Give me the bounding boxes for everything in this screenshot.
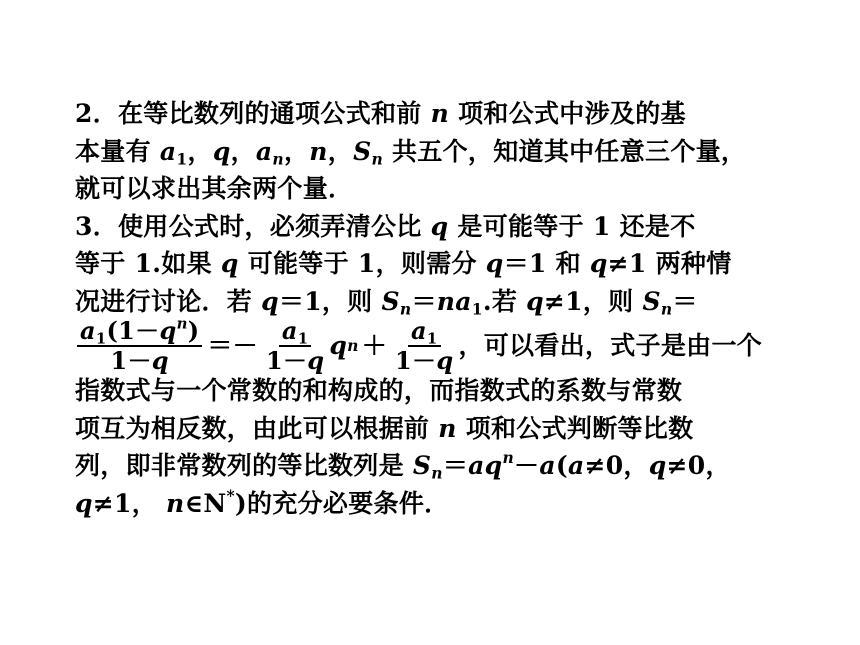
para3-line7 (75, 447, 775, 485)
text: ( (555, 451, 568, 480)
text: ∈N (184, 488, 227, 518)
fraction-3 (392, 317, 456, 375)
var-q: q (261, 286, 279, 316)
text: (1－ (106, 316, 160, 345)
comma: ， (283, 136, 310, 166)
text: ≠1，则 (543, 286, 643, 316)
var-aq: aq (468, 451, 503, 480)
fraction-3-numerator (408, 317, 441, 347)
text: 项互为相反数，由此可以根据前 (75, 413, 439, 443)
sub: 1 (297, 329, 309, 348)
sub: 1 (426, 329, 438, 348)
plus: ＋ (361, 331, 388, 361)
text: 1－ (395, 346, 437, 375)
var-a: a (80, 316, 96, 345)
var-na: na (436, 286, 472, 316)
text: 项和公式判断等比数 (456, 413, 694, 443)
var-q: q (648, 451, 667, 480)
text: ＝ (442, 451, 469, 480)
fraction-1-denominator (107, 347, 171, 375)
var-q: q (307, 346, 325, 375)
text: 等于 1.如果 (75, 249, 221, 278)
para2-line3: 就可以求出其余两个量． (75, 174, 354, 203)
var-q: q (430, 211, 449, 241)
text: 共五个，知道其中任意三个量， (383, 136, 747, 166)
sup: * (226, 485, 235, 505)
text: ) (187, 316, 200, 345)
sub: 1 (95, 329, 107, 348)
var-n: n (438, 413, 457, 443)
var-S: S (642, 286, 661, 316)
comma: ， (230, 136, 256, 166)
para3-line6 (75, 410, 775, 448)
text: 2．在等比数列的通项公式和前 (75, 99, 431, 128)
text: 1－ (110, 346, 152, 375)
var-n: n (309, 136, 328, 166)
text: 列，即非常数列的等比数列是 (75, 451, 413, 480)
fraction-2-denominator (263, 347, 327, 375)
text: 1－ (265, 346, 308, 375)
sub: n (431, 463, 443, 483)
equals-minus: ＝－ (207, 331, 258, 361)
var-q: q (589, 249, 608, 278)
sub: n (660, 299, 673, 319)
sup: n (502, 448, 515, 468)
sub: 1 (176, 149, 188, 169)
para3-formula-line: $\frac{a_1(1-q^n)}{1-q}$ ＝－ $\frac{a_1}{1-q}$ q n ＋ $\frac{a_1}{1-q}$ ，可以看出，式子是由一个 (75, 316, 775, 376)
text: 本量有 (75, 136, 160, 166)
text: ＝1，则 (278, 286, 382, 316)
text: ≠0， (584, 451, 649, 480)
text: 可能等于 1，则需分 (238, 249, 486, 278)
var-S: S (412, 451, 432, 480)
var-a: a (539, 451, 556, 480)
var-a: a (410, 316, 427, 345)
text: 项和公式中涉及的基 (449, 99, 686, 128)
text: ＝1 和 (503, 249, 590, 278)
sub: n (399, 299, 412, 319)
text: 是可能等于 1 还是不 (448, 211, 696, 241)
para2-line2 (75, 133, 775, 171)
fraction-3-denominator (392, 347, 456, 375)
text: － (514, 451, 540, 480)
var-a: a (567, 451, 585, 480)
text-block (75, 95, 775, 522)
var-a: a (159, 136, 177, 166)
text: ≠1 两种情 (607, 249, 732, 278)
text: .若 (482, 286, 527, 316)
text: 况进行讨论．若 (75, 286, 262, 316)
text: ＝ (411, 286, 437, 316)
para2-line1 (75, 95, 775, 133)
sub: n (371, 149, 384, 169)
text: ＝ (672, 286, 698, 316)
comma: ， (187, 136, 213, 166)
var-q: q (485, 249, 504, 278)
fraction-2 (263, 317, 327, 375)
var-q: q (329, 331, 348, 361)
text: ，可以看出，式子是由一个 (458, 331, 763, 361)
var-q: q (151, 346, 169, 375)
var-a: a (281, 316, 298, 345)
sup: n (176, 314, 188, 333)
fraction-2-numerator (279, 317, 312, 347)
var-q: q (526, 286, 544, 316)
sub: n (272, 149, 284, 169)
para3-line1 (75, 208, 775, 246)
var-q: q (436, 346, 454, 375)
para3-line5: 指数式与一个常数的和构成的，而指数式的系数与常数 (75, 376, 683, 405)
text: ≠0， (666, 451, 731, 480)
var-q: q (159, 316, 177, 345)
var-n: n (430, 99, 450, 128)
fraction-1 (77, 314, 202, 375)
fraction-1-numerator (77, 314, 202, 348)
sub: 1 (471, 299, 483, 319)
text: )的充分必要条件． (234, 488, 450, 518)
var-q: q (75, 488, 93, 518)
comma: ， (327, 136, 354, 166)
var-S: S (353, 136, 372, 166)
var-a: a (255, 136, 273, 166)
text: 3．使用公式时，必须弄清公比 (75, 211, 431, 241)
para3-line8 (75, 485, 775, 523)
para3-line2 (75, 245, 775, 283)
var-n: n (166, 488, 185, 518)
var-q: q (212, 136, 231, 166)
var-q: q (220, 249, 239, 278)
text: ≠1， (92, 488, 167, 518)
var-S: S (381, 286, 400, 316)
